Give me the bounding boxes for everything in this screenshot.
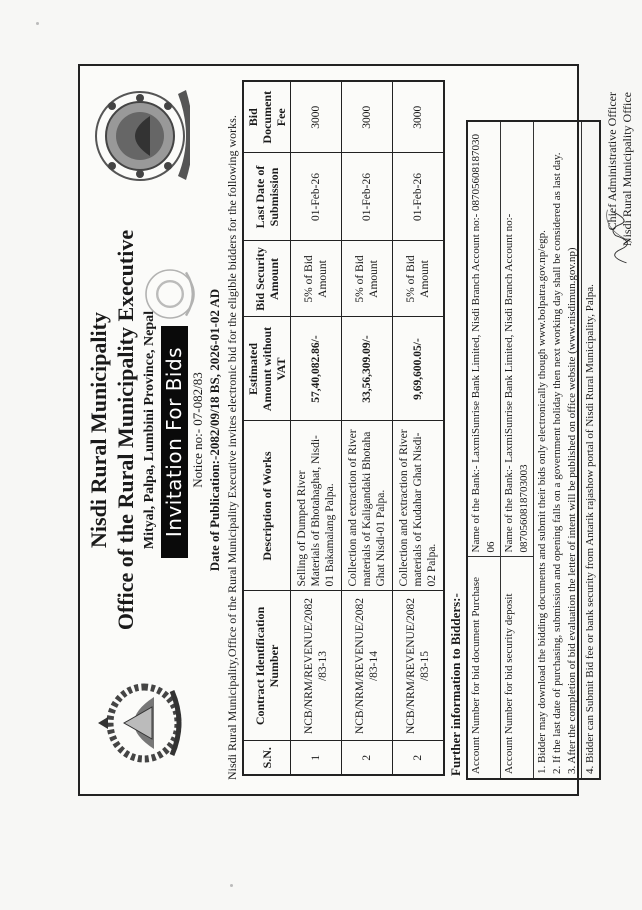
bid-notice-document [78, 64, 634, 796]
municipality-name: Nisdi Rural Municipality [86, 312, 111, 548]
bids-table [242, 80, 445, 776]
last-date: 01-Feb-26 [291, 153, 342, 241]
work-description: Selling of Dumped River Materials of Bhotahaghat, Nisdi-01 Bakamalang Palpa. [291, 421, 342, 591]
table-header-row [243, 81, 291, 775]
account-label: Account Number for bid security deposit [501, 557, 534, 779]
nisdi-municipality-seal-icon [90, 82, 190, 186]
further-info-table [466, 120, 601, 780]
account-value: Name of the Bank:- LaxmiSunrise Bank Limited, Nisdi Branch Account no:- 08705608187030​06 [467, 121, 501, 557]
signatory-title: Chief Administrative Officer [605, 92, 619, 231]
column-header: Contract Identification Number [243, 591, 291, 741]
serial-number: 1 [291, 741, 342, 775]
further-info-title: Further information to Bidders:- [448, 593, 463, 776]
bid-security: 5% of Bid Amount [291, 241, 342, 317]
work-description: Collection and extraction of River materials of Kaligandaki Bhotaha Ghat Nisdi-01 Palpa. [342, 421, 393, 591]
last-date: 01-Feb-26 [393, 153, 445, 241]
estimated-amount: 9,69,600.05/- [393, 317, 445, 421]
note-item: 1. Bidder may download the bidding documents and submit their bids only electronically though www.bolpatra.gov.np/egp. [536, 230, 548, 774]
column-header: S.N. [243, 741, 291, 775]
estimated-amount: 57,40,082.86/- [291, 317, 342, 421]
contract-id: NCB/NRM/REVENUE/2082 /83-15 [393, 591, 445, 741]
column-header: Last Date of Submission [243, 153, 291, 241]
contract-id: NCB/NRM/REVENUE/2082 /83-13 [291, 591, 342, 741]
column-header: Estimated Amount without VAT [243, 317, 291, 421]
paper-speck [230, 884, 233, 887]
publication-date: Date of Publication:-2082/09/18 BS, 2026-01-02 AD [207, 288, 222, 572]
document-fee: 3000 [393, 81, 445, 153]
table-row [342, 81, 393, 775]
office-name: Office of the Rural Municipality Executive [113, 229, 138, 631]
note-item: 3. After the completion of bid evaluation the letter of intent will be published on office website (www.nisdimun.gov.np) [566, 247, 578, 774]
account-row [467, 121, 501, 779]
document-fee: 3000 [291, 81, 342, 153]
table-row [393, 81, 445, 775]
account-row [501, 121, 534, 779]
signatory-office: Nisdi Rural Municipality Office [620, 92, 634, 247]
notice-number: Notice no:- 07-082/83 [190, 372, 205, 488]
intro-text: Nisdi Rural Municipality,Office of the Rural Municipality Executive invites electronic bid for the eligible bidders for the following works. [225, 115, 239, 780]
account-value: Name of the Bank:- LaxmiSunrise Bank Limited, Nisdi Branch Account no:- 0870560818703003 [501, 121, 534, 557]
column-header: Bid Document Fee [243, 81, 291, 153]
work-description: Collection and extraction of River materials of Kudahar Ghat Nisdi-02 Palpa. [393, 421, 445, 591]
column-header: Bid Security Amount [243, 241, 291, 317]
notes-row [534, 121, 582, 779]
note-item: 2. If the last date of purchasing, submission and opening falls on a government holiday then next working day shall be considered as last day. [551, 152, 563, 774]
paper-speck [36, 22, 39, 25]
signatory-block [605, 92, 635, 246]
contract-id: NCB/NRM/REVENUE/2082 /83-14 [342, 591, 393, 741]
last-date: 01-Feb-26 [342, 153, 393, 241]
note-item: 4. Bidder can Submit Bid fee or bank security from Antarik rajashow portal of Nisdi Rural Municipality, Palpa. [582, 121, 601, 779]
column-header: Description of Works [243, 421, 291, 591]
account-label: Account Number for bid document Purchase [467, 557, 501, 779]
notes-cell [534, 121, 582, 779]
notes-row [582, 121, 601, 779]
serial-number: 2 [393, 741, 445, 775]
document-fee: 3000 [342, 81, 393, 153]
office-address: Mityal, Palpa, Lumbini Province, Nepal [142, 310, 157, 550]
bid-security: 5% of Bid Amount [342, 241, 393, 317]
estimated-amount: 33,56,309.09/- [342, 317, 393, 421]
serial-number: 2 [342, 741, 393, 775]
nepal-emblem-icon [94, 677, 184, 769]
bid-security: 5% of Bid Amount [393, 241, 445, 317]
page-title-banner: Invitation For Bids [161, 326, 188, 558]
table-row [291, 81, 342, 775]
